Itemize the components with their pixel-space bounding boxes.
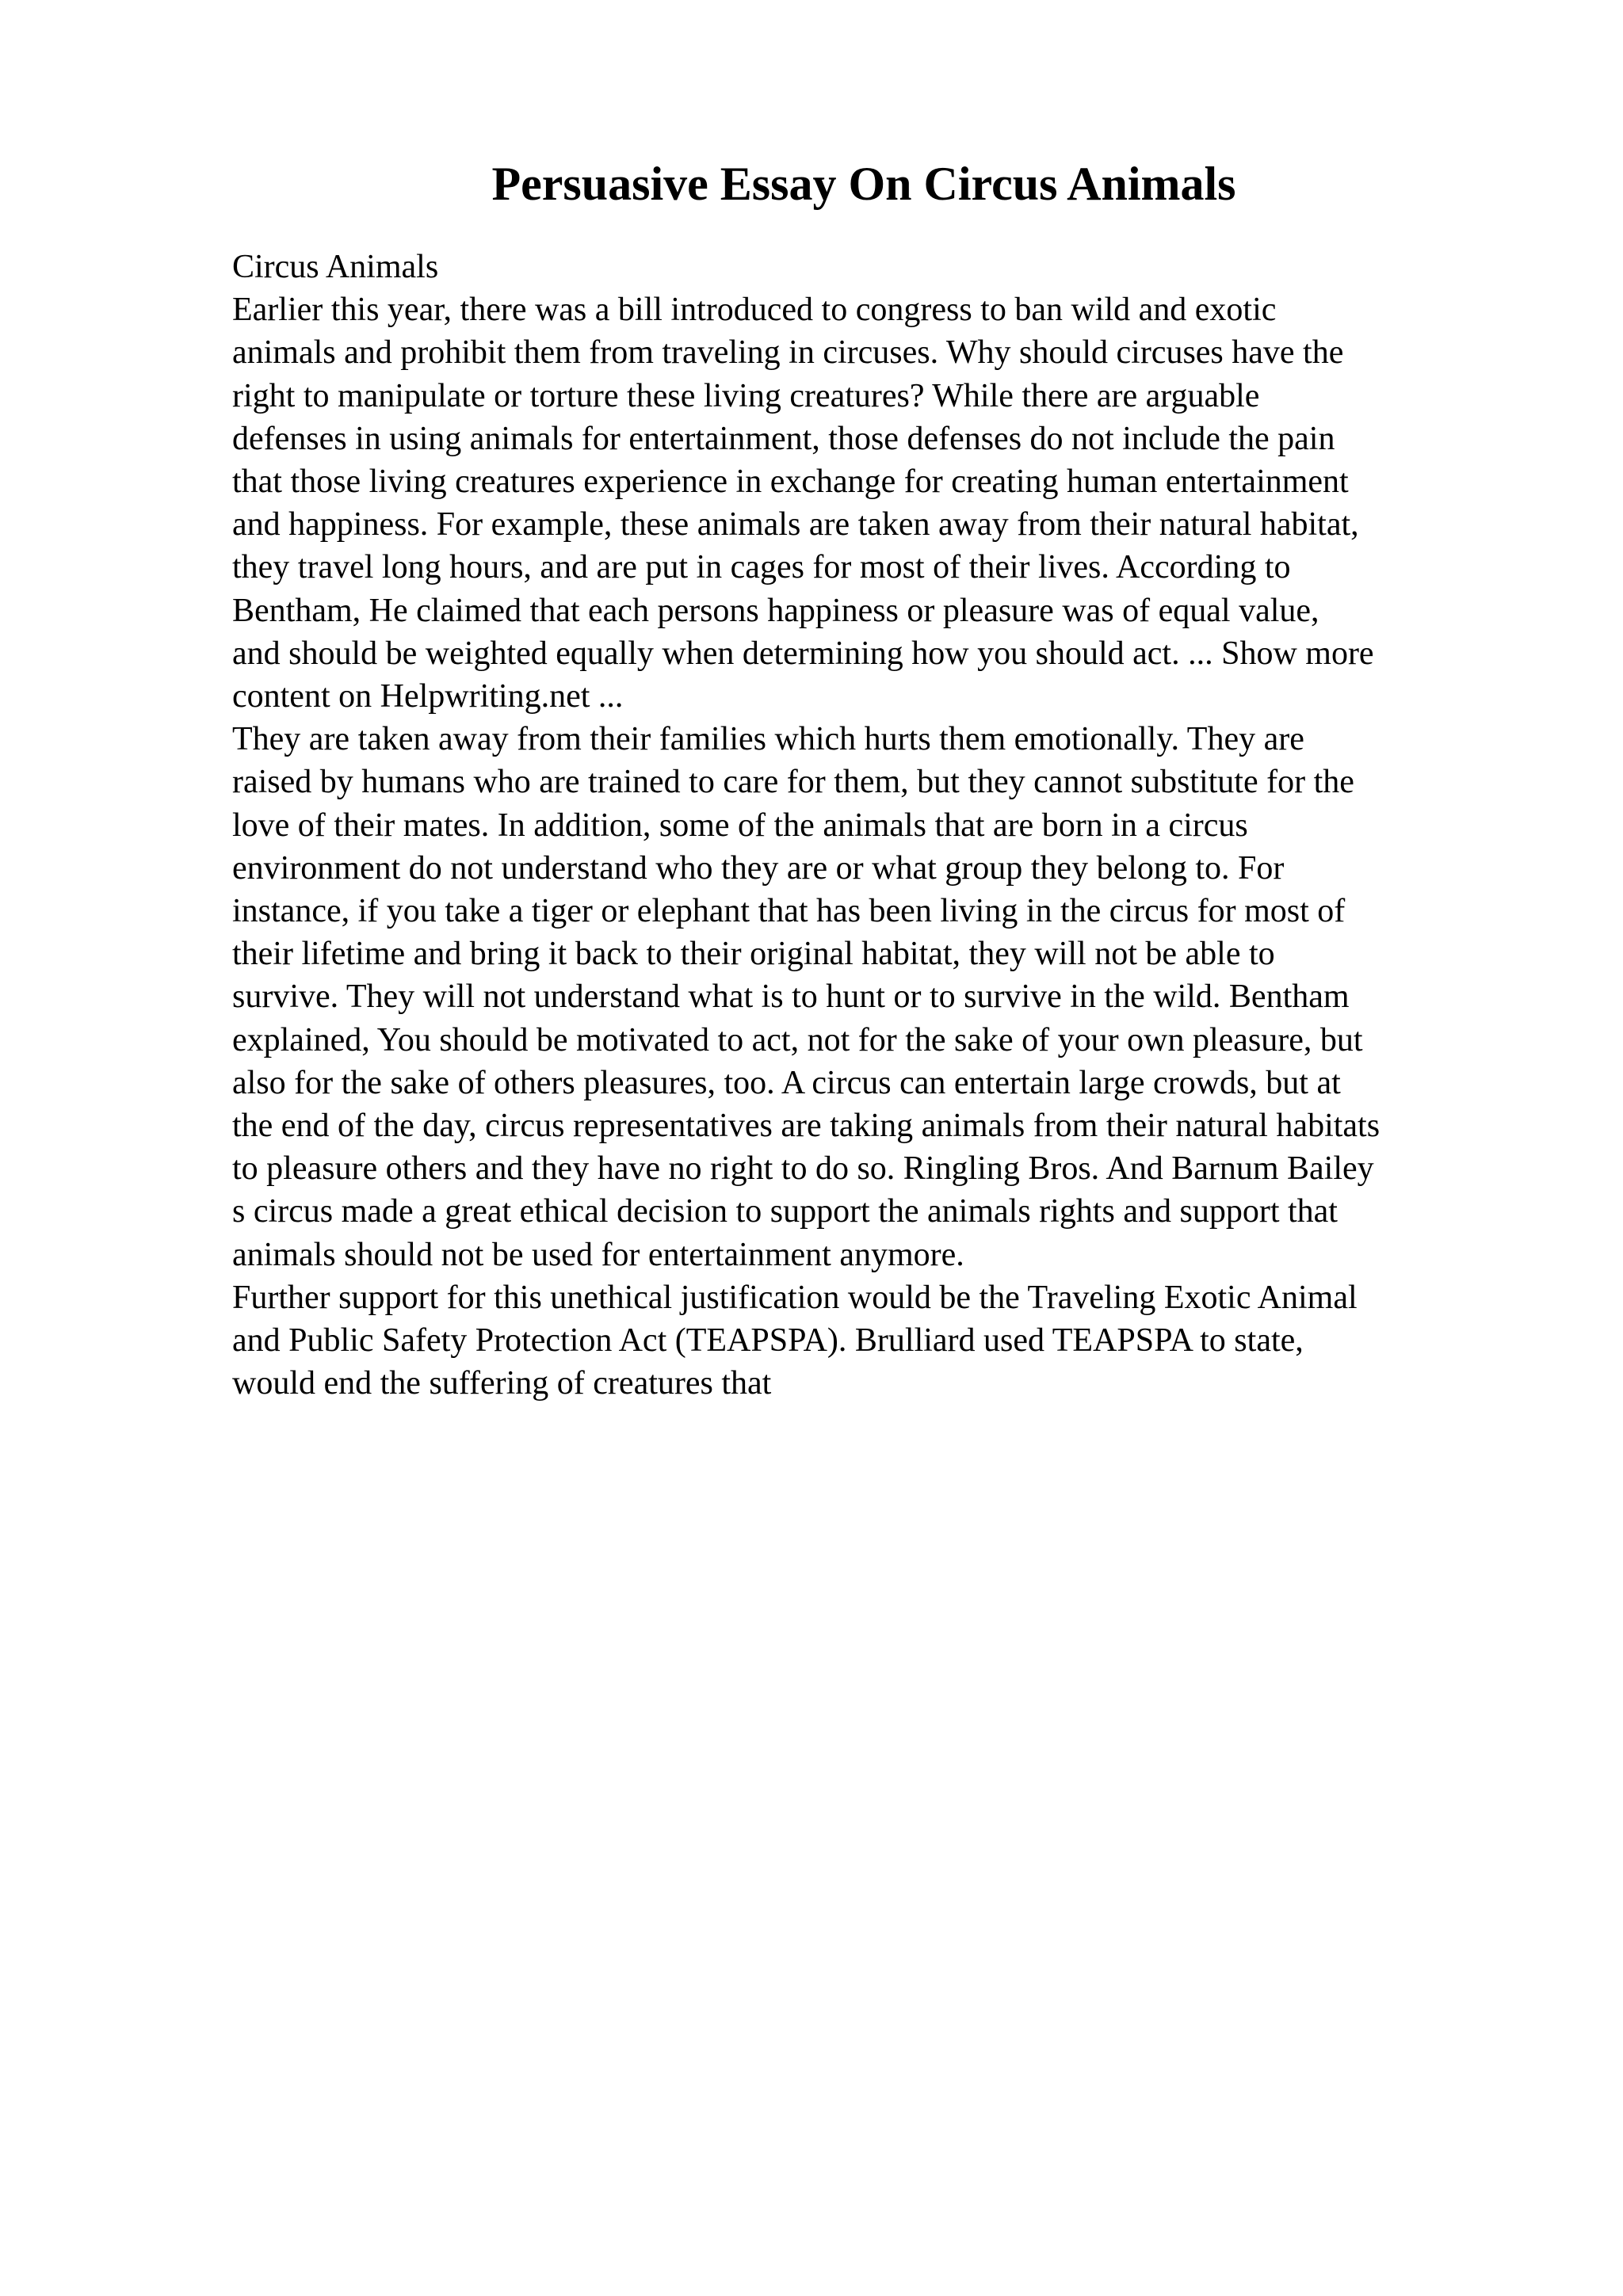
document-body <box>232 246 1532 1405</box>
text-line: and Public Safety Protection Act (TEAPSPA). Brulliard used TEAPSPA to state, <box>232 1322 1304 1360</box>
document-title: Persuasive Essay On Circus Animals <box>491 158 1236 210</box>
text-line: Bentham, He claimed that each persons happiness or pleasure was of equal value, <box>232 592 1319 629</box>
text-line: defenses in using animals for entertainment, those defenses do not include the pain <box>232 420 1335 457</box>
text-line: animals and prohibit them from traveling in circuses. Why should circuses have the <box>232 334 1344 372</box>
text-line: Circus Animals <box>232 249 439 285</box>
text-line: to pleasure others and they have no right to do so. Ringling Bros. And Barnum Bailey <box>232 1150 1374 1188</box>
text-line: environment do not understand who they are or what group they belong to. For <box>232 849 1285 887</box>
text-line: Further support for this unethical justification would be the Traveling Exotic Animal <box>232 1279 1358 1316</box>
text-line: instance, if you take a tiger or elephant that has been living in the circus for most of <box>232 893 1346 930</box>
text-line: animals should not be used for entertainment anymore. <box>232 1236 964 1273</box>
text-line: love of their mates. In addition, some of the animals that are born in a circus <box>232 807 1248 844</box>
text-line: content on Helpwriting.net ... <box>232 678 624 715</box>
text-line: also for the sake of others pleasures, too. A circus can entertain large crowds, but at <box>232 1064 1341 1101</box>
text-line: raised by humans who are trained to care for them, but they cannot substitute for the <box>232 764 1354 801</box>
text-line: and happiness. For example, these animals are taken away from their natural habitat, <box>232 506 1359 543</box>
text-line: their lifetime and bring it back to their original habitat, they will not be able to <box>232 936 1275 973</box>
text-line: explained, You should be motivated to act, not for the sake of your own pleasure, but <box>232 1021 1363 1058</box>
text-line: survive. They will not understand what is to hunt or to survive in the wild. Bentham <box>232 978 1350 1016</box>
text-line: They are taken away from their families which hurts them emotionally. They are <box>232 721 1304 758</box>
text-line: that those living creatures experience in exchange for creating human entertainment <box>232 463 1349 501</box>
text-line: Earlier this year, there was a bill introduced to congress to ban wild and exotic <box>232 292 1277 329</box>
text-line: and should be weighted equally when determining how you should act. ... Show more <box>232 635 1374 672</box>
text-line: s circus made a great ethical decision to support the animals rights and support that <box>232 1193 1338 1230</box>
text-line: they travel long hours, and are put in cages for most of their lives. According to <box>232 549 1291 586</box>
text-line: would end the suffering of creatures that <box>232 1365 772 1402</box>
text-line: right to manipulate or torture these living creatures? While there are arguable <box>232 377 1260 414</box>
text-line: the end of the day, circus representatives are taking animals from their natural habitats <box>232 1108 1381 1145</box>
